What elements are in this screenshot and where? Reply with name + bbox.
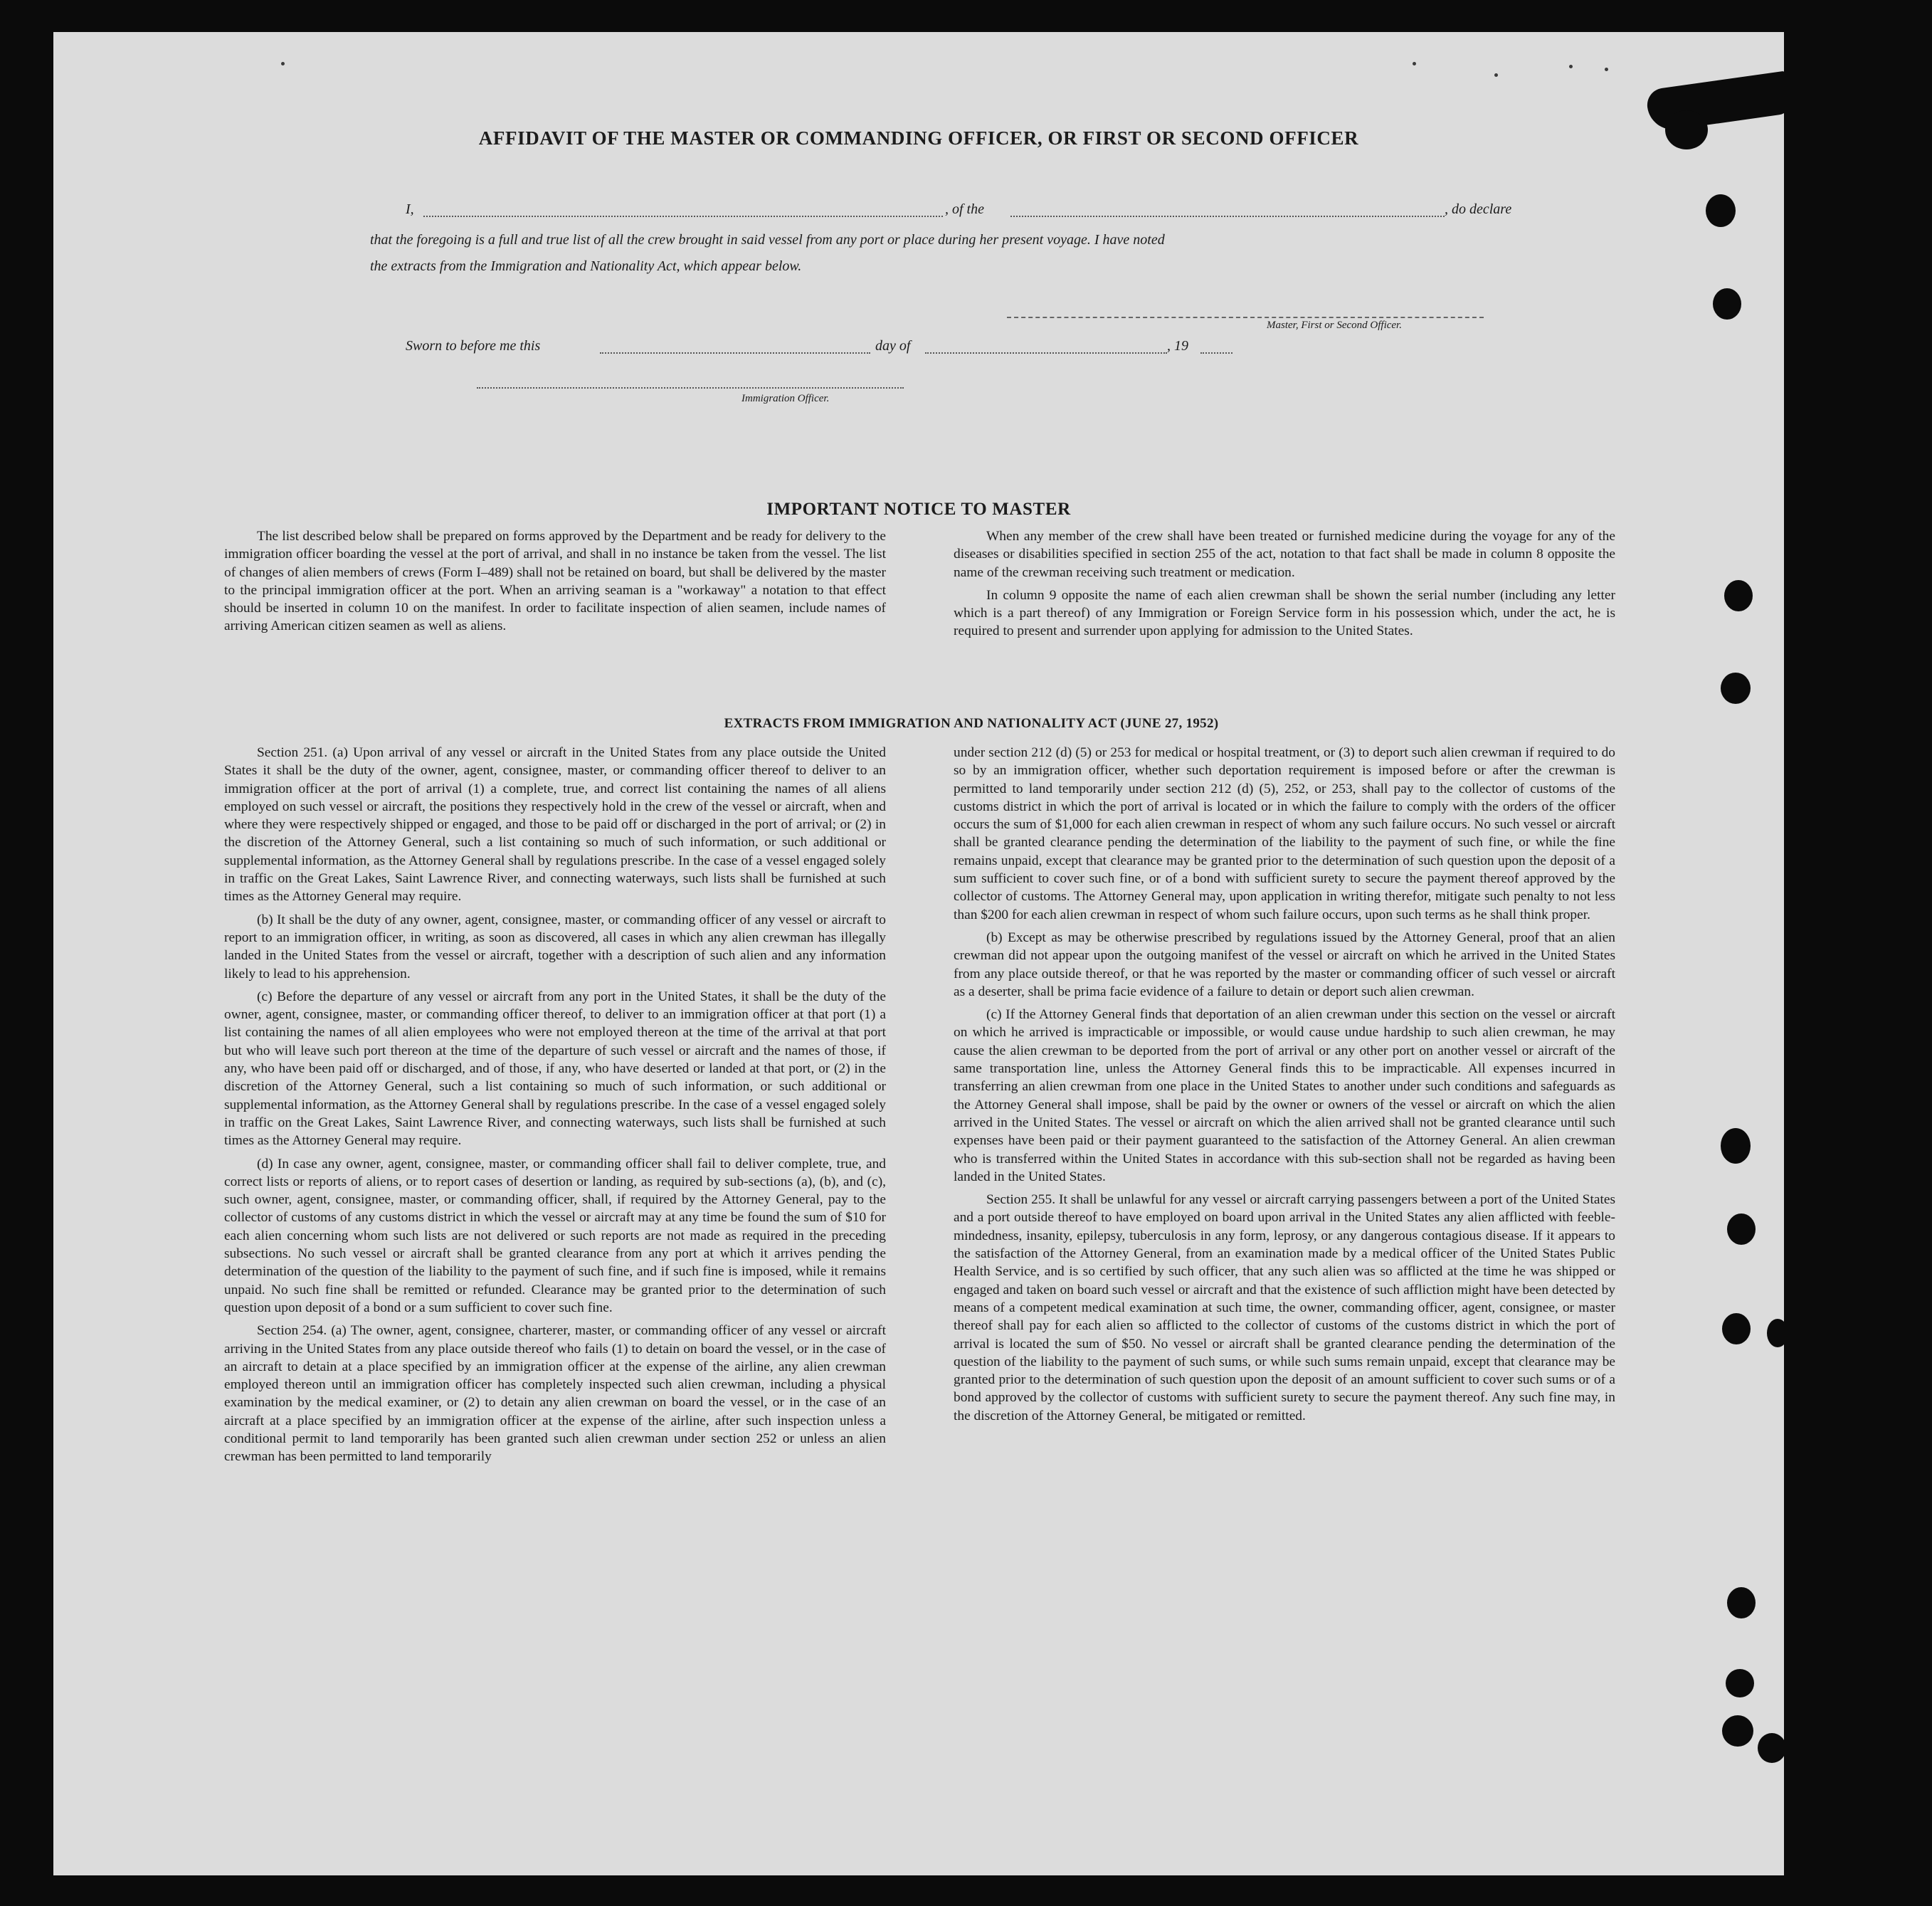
document-page [53,32,1784,1875]
affidavit-title: AFFIDAVIT OF THE MASTER OR COMMANDING OFFICER, OR FIRST OR SECOND OFFICER [478,127,1359,149]
extract-paragraph: (d) In case any owner, agent, consignee, master, or commanding officer shall fail to deliver complete, true, and correct lists or reports of aliens, or to report cases of desertion or landing, as required by sub-sections (a), (b), and (c), such owner, agent, consignee, master, or commanding officer, shall, if required by the Attorney General, pay to the collector of customs of any customs district in which the vessel or aircraft may at any time be found the sum of $10 for each alien concerning whom such lists are not delivered or such reports are not made as required in the preceding subsections. No such vessel or aircraft shall be granted clearance from any port at which it arrives pending the determination of the question of the liability to the payment of such fine, and if such fine is imposed, while it remains unpaid. No such fine shall be remitted or refunded. Clearance may be granted prior to the determination of such question upon deposit of a bond or a sum sufficient to cover such fine. [224,1156,886,1315]
officer-signature-line[interactable] [477,387,904,389]
notice-right-column [954,527,1615,641]
speck [1413,62,1416,65]
extract-paragraph: (b) Except as may be otherwise prescribed by regulations issued by the Attorney General, proof that an alien crewman did not appear upon the outgoing manifest of the vessel or aircraft on which he arrived in the United States from any place outside thereof, or that he was reported by the master or commanding officer of such vessel or aircraft as a deserter, shall be prima facie evidence of a failure to detain or deport such alien crewman. [954,930,1615,999]
speck [1494,73,1498,77]
punch-hole [1727,1587,1756,1618]
sworn-label: Sworn to before me this [406,338,541,354]
punch-hole [1727,1213,1756,1245]
extract-paragraph: (b) It shall be the duty of any owner, agent, consignee, master, or commanding officer of any vessel or aircraft to report to an immigration officer, in writing, as soon as discovered, all cases in which any alien crewman has illegally landed in the United States from the vessel or aircraft, together with a description of such alien and any information likely to lead to his apprehension. [224,912,886,981]
extract-paragraph: under section 212 (d) (5) or 253 for medical or hospital treatment, or (3) to deport such alien crewman if required to do so by an immigration officer, whether such deportation requirement is imposed before or after the crewman is permitted to land temporarily under section 212 (d) (5), 252, or 253, shall pay to the collector of customs of the customs district in which the port of arrival is located or in which the failure to comply with the orders of the officer occurs the sum of $1,000 for each alien crewman in respect of whom any such failure occurs. No such vessel or aircraft shall be granted clearance pending the determination of the liability to the payment of such fine, or while the fine remains unpaid, except that clearance may be granted prior to the determination of such question upon the deposit of a sum sufficient to cover such fine, or of a bond with sufficient surety to secure the payment thereof approved by the collector of customs. The Attorney General may, upon application in writing therefor, mitigate such penalty to not less than $200 for each alien crewman in respect of whom such failure occurs, upon such terms as he shall think proper. [954,745,1615,922]
speck [1605,68,1608,71]
vessel-name-line[interactable] [1010,216,1445,217]
punch-hole [1713,288,1741,320]
notice-paragraph: The list described below shall be prepared on forms approved by the Department and be ready for delivery to the immigration officer boarding the vessel at the port of arrival, and shall in no instance be taken from the vessel. The list of changes of alien members of crews (Form I–489) shall not be retained on board, but shall be delivered by the master to the principal immigration officer at the port. When an arriving seaman is a "workaway" a notation to that effect should be inserted in column 10 on the manifest. In order to facilitate inspection of alien seamen, include names of arriving American citizen seamen as well as aliens. [224,529,886,634]
punch-hole [1726,1669,1754,1697]
sworn-month-line[interactable] [925,352,1167,354]
extract-paragraph: (c) If the Attorney General finds that deportation of an alien crewman under this section on the vessel or aircraft on which he arrived is impracticable or impossible, or would cause undue hardship to such alien crewman, he may cause the alien crewman to be deported from the port of arrival or any other port on another vessel or aircraft of the same transportation line, unless the Attorney General finds this to be impracticable. All expenses incurred in transferring an alien crewman from one place in the United States to another under such conditions and safeguards as the Attorney General shall impose, shall be paid by the owner or owners of the vessel or aircraft on which the alien arrived in the United States. The vessel or aircraft on which the alien arrived shall not be granted clearance until such expenses have been paid or their payment guaranteed to the satisfaction of the Attorney General. An alien crewman who is transferred within the United States in accordance with this sub-section shall not be regarded as having been landed in the United States. [954,1007,1615,1184]
punch-hole [1722,1313,1751,1344]
do-declare-label: , do declare [1445,201,1512,217]
master-signature-caption: Master, First or Second Officer. [1267,320,1402,331]
extract-paragraph: Section 255. It shall be unlawful for any vessel or aircraft carrying passengers between a port of the United States and a port outside thereof to have employed on board upon arrival in the United States any alien afflicted with feeble-mindedness, insanity, epilepsy, tuberculosis in any form, leprosy, or any dangerous contagious disease. If it appears to the satisfaction of the Attorney General, from an examination made by a medical officer of the United States Public Health Service, and is so certified by such officer, that any such alien was so afflicted at the time he was shipped or engaged and taken on board such vessel or aircraft and that the existence of such affliction might have been detected by means of a competent medical examination at such time, the owner, commanding officer, agent, consignee, or master thereof shall pay for each alien so afflicted to the collector of customs of the customs district in which the port of arrival is located the sum of $50. No vessel or aircraft shall be granted clearance pending the determination of the question of the liability to the payment of such sums, or while such sums remain unpaid, except that clearance may be granted prior to the determination of such question upon the deposit of an amount sufficient to cover such sums or of a bond approved by the collector of customs with sufficient surety to secure the payment thereof. Any such fine may, in the discretion of the Attorney General, be mitigated or remitted. [954,1192,1615,1423]
punch-hole [1724,580,1753,611]
declaration-text-line-2: that the foregoing is a full and true list of all the crew brought in said vessel from any port or place during her present voyage. I have noted [370,232,1165,248]
notice-left-column [224,527,886,636]
extracts-left-column [224,744,886,1466]
declarant-label: I, [406,201,414,217]
declaration-text-line-3: the extracts from the Immigration and Nationality Act, which appear below. [370,258,802,274]
master-signature-line[interactable] [1007,317,1484,318]
of-the-label: , of the [945,201,984,217]
notice-paragraph: In column 9 opposite the name of each alien crewman shall be shown the serial number (including any letter which is a part thereof) of any Immigration or Foreign Service form in his possession which, under the act, he is required to present and surrender upon applying for admission to the United States. [954,587,1615,639]
declarant-name-line[interactable] [423,216,943,217]
officer-signature-caption: Immigration Officer. [741,393,830,404]
extract-paragraph: (c) Before the departure of any vessel or aircraft from any port in the United States, it shall be the duty of the owner, agent, consignee, master, or commanding officer thereof, to deliver to an immigration officer at that port (1) a list containing the names of all alien employees who were not employed thereon at the time of the arrival at that port but who will leave such port thereon at the time of the departure of such vessel or aircraft and the names of those, if any, who have been paid off or discharged, and of those, if any, who have deserted or landed at that port, or (2) in the discretion of the Attorney General, such a list containing so much of such information, or such additional or supplemental information, as the Attorney General shall by regulations prescribe. In the case of a vessel engaged solely in traffic on the Great Lakes, Saint Lawrence River, and connecting waterways, such lists shall be furnished at such times as the Attorney General may require. [224,989,886,1149]
sworn-day-line[interactable] [600,352,870,354]
notice-paragraph: When any member of the crew shall have been treated or furnished medicine during the voyage for any of the diseases or disabilities specified in section 255 of the act, notation to that fact shall be made in column 8 opposite the name of the crewman receiving such treatment or medication. [954,529,1615,580]
extract-paragraph: Section 254. (a) The owner, agent, consignee, charterer, master, or commanding officer of any vessel or aircraft arriving in the United States from any place outside thereof who fails (1) to detain on board the vessel, or in the case of an aircraft to detain at a place specified by an immigration officer at the expense of the airline, any alien crewman employed thereon until an immigration officer has completely inspected such alien crewman, including a physical examination by the medical examiner, or (2) to detain any alien crewman on board the vessel, or in the case of an aircraft at a place specified by an immigration officer at the expense of the airline, after such inspection unless a conditional permit to land temporarily has been granted such alien crewman under section 252 or unless an alien crewman has been permitted to land temporarily [224,1323,886,1465]
speck [281,62,285,65]
extracts-title: EXTRACTS FROM IMMIGRATION AND NATIONALITY ACT (JUNE 27, 1952) [724,716,1219,731]
punch-hole [1722,1715,1753,1747]
punch-hole [1758,1733,1784,1763]
year-label: , 19 [1167,338,1188,354]
punch-hole [1721,1128,1751,1164]
speck [1569,65,1573,68]
punch-hole [1721,673,1751,704]
punch-hole [1706,194,1736,227]
extract-paragraph: Section 251. (a) Upon arrival of any vessel or aircraft in the United States from any place outside the United States it shall be the duty of the owner, agent, consignee, master, or commanding officer thereof to deliver to an immigration officer at the port of arrival (1) a complete, true, and correct list containing the names of all aliens employed on such vessel or aircraft, the positions they respectively hold in the crew of the vessel or aircraft, when and where they were respectively shipped or engaged, and those to be paid off or discharged in the port of arrival; or (2) in the discretion of the Attorney General, such a list containing so much of such information, or such additional or supplemental information, as the Attorney General shall by regulations prescribe. In the case of a vessel engaged solely in traffic on the Great Lakes, Saint Lawrence River, and connecting waterways, such lists shall be furnished at such times as the Attorney General may require. [224,745,886,905]
extracts-right-column [954,744,1615,1425]
notice-title: IMPORTANT NOTICE TO MASTER [766,500,1071,519]
sworn-year-line[interactable] [1200,352,1232,354]
day-of-label: day of [875,338,911,354]
punch-hole [1767,1319,1784,1347]
